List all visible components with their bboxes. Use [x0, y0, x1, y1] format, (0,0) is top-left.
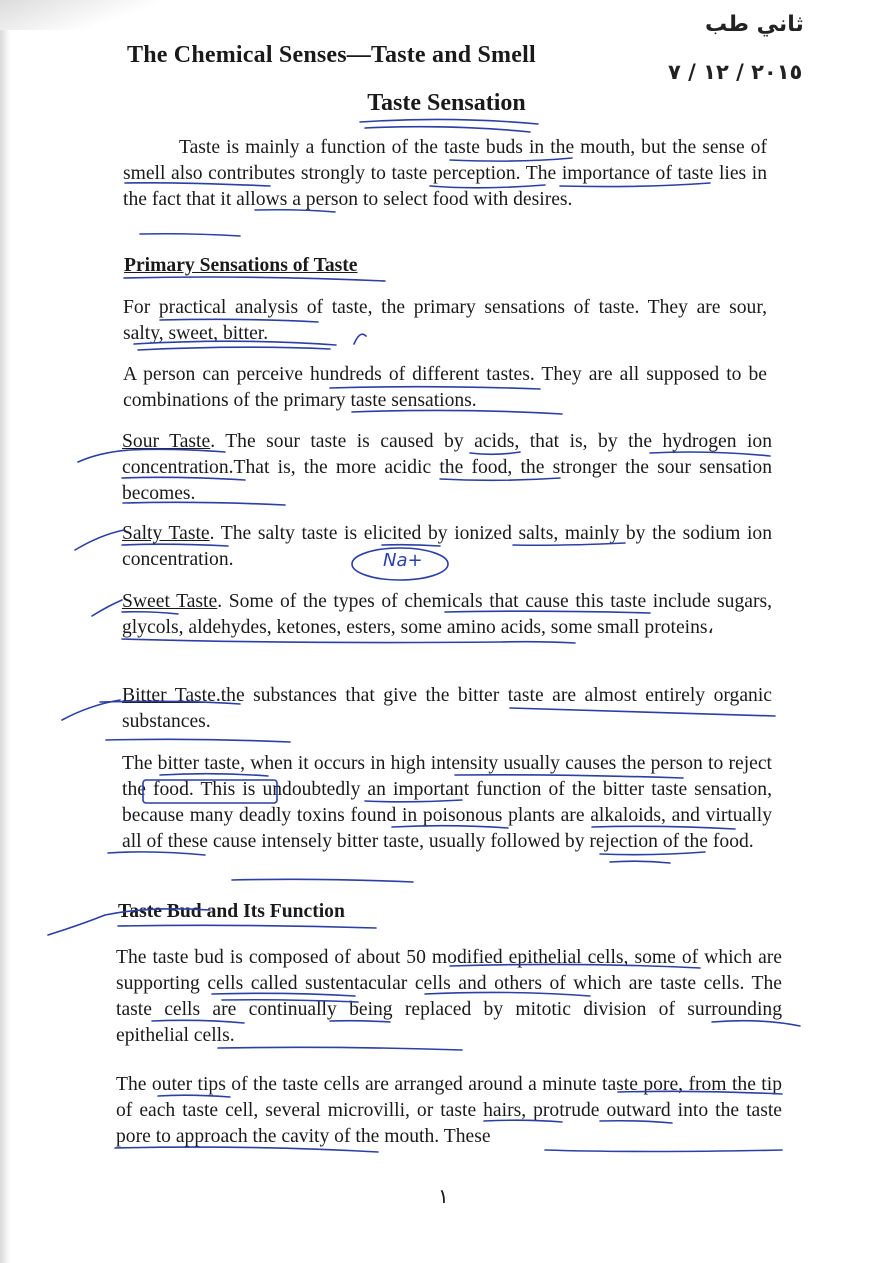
annotation-underline — [545, 1150, 782, 1152]
document-title: The Chemical Senses—Taste and Smell — [127, 42, 536, 68]
bitter-taste-text: .the substances that give the bitter taste are almost entirely organic substances. — [122, 685, 772, 732]
scan-shadow-top — [0, 0, 160, 30]
annotation-underline — [232, 879, 413, 882]
primary-paragraph: For practical analysis of taste, the primary sensations of taste. They are sour, salty, sweet, bitter. — [123, 297, 767, 344]
sour-taste-label: Sour Taste — [122, 431, 211, 452]
annotation-underline — [610, 861, 670, 863]
salty-taste-paragraph — [122, 521, 772, 573]
salty-taste-label: Salty Taste — [122, 523, 210, 544]
bitter-rejection-paragraph: The bitter taste, when it occurs in high intensity usually causes the person to reject the food. This is undoubtedly an important function of the bitter taste sensation, because many deadly toxins found in poisonous plants are alkaloids, and virtually all of these cause intensely bitter taste, usually followed by rejection of the food. — [122, 753, 772, 852]
sweet-taste-text: . Some of the types of chemicals that cause this taste include sugars, glycols, aldehydes, ketones, esters, some amino acids, some small proteins، — [122, 591, 772, 638]
bitter-taste-paragraph — [122, 683, 772, 735]
sweet-taste-paragraph — [122, 589, 772, 641]
page-number: ١ — [438, 1184, 449, 1208]
handwritten-date: ٢٠١٥ / ١٢ / ٧ — [668, 60, 803, 84]
annotation-underline — [365, 127, 530, 132]
annotation-check — [92, 600, 122, 616]
primary-sensations-heading: Primary Sensations of Taste — [124, 255, 358, 276]
taste-bud-heading: Taste Bud and Its Function — [118, 901, 345, 922]
annotation-underline — [118, 925, 376, 928]
sour-taste-paragraph — [122, 429, 772, 507]
annotation-underline — [360, 119, 538, 124]
handwritten-sodium-note: Na+ — [383, 550, 423, 571]
bitter-taste-label: Bitter Taste — [122, 685, 216, 706]
handwritten-label: ثاني طب — [705, 12, 804, 37]
taste-pore-paragraph: The outer tips of the taste cells are arranged around a minute taste pore, from the tip of each taste cell, several microvilli, or taste hairs, protrude outward into the taste pore to approach the cavity of the mouth. These — [116, 1074, 782, 1147]
annotation-underline — [140, 234, 240, 236]
annotation-check — [75, 530, 124, 550]
sour-taste-text: . The sour taste is caused by acids, that is, by the hydrogen ion concentration.That is, the more acidic the food, the stronger the sour sensation becomes. — [122, 431, 773, 504]
sweet-taste-label: Sweet Taste — [122, 591, 218, 612]
combinations-paragraph: A person can perceive hundreds of different tastes. They are all supposed to be combinations of the primary taste sensations. — [123, 364, 767, 411]
annotation-underline — [124, 277, 385, 281]
taste-bud-paragraph: The taste bud is composed of about 50 modified epithelial cells, some of which are supporting cells called sustentacular cells and others of which are taste cells. The taste cells are continually being replaced by mitotic division of surrounding epithelial cells. — [116, 947, 782, 1046]
intro-paragraph: Taste is mainly a function of the taste buds in the mouth, but the sense of smell also contributes strongly to taste perception. The importance of taste lies in the fact that it allows a person to select food with desires. — [123, 137, 767, 210]
section-title: Taste Sensation — [367, 90, 526, 116]
annotation-check — [62, 700, 120, 720]
salty-taste-text: . The salty taste is elicited by ionized salts, mainly by the sodium ion concentration. — [122, 523, 772, 570]
annotation-underline — [106, 739, 290, 742]
annotation-underline — [138, 347, 330, 350]
scan-shadow-left — [0, 0, 10, 1263]
